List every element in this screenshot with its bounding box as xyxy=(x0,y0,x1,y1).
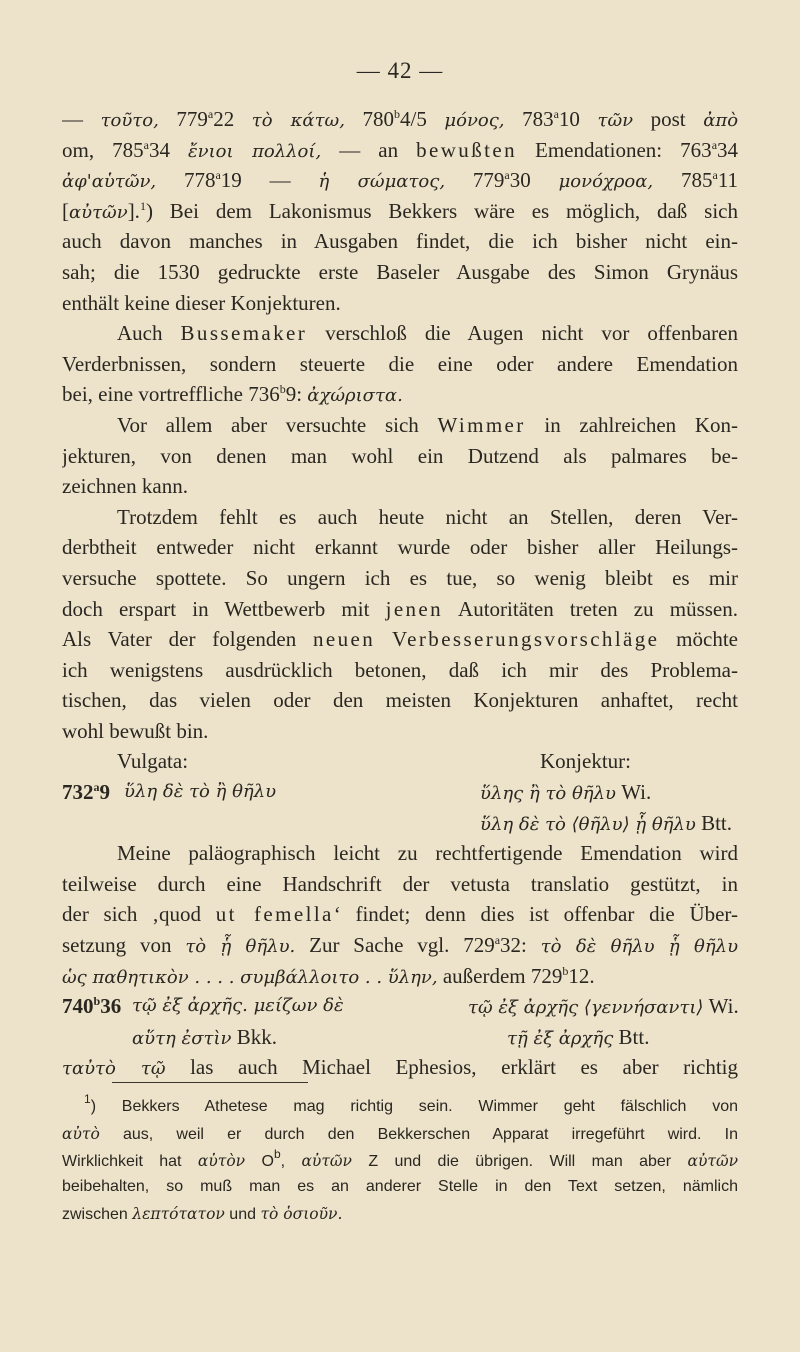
reference: 732$^a$9 xyxy=(62,780,110,805)
table-row xyxy=(62,808,738,839)
text-line: derbtheit entweder nicht erkannt wurde oder bisher aller Heilungs- xyxy=(62,535,738,560)
text-line: ἀφ'αὑτῶν, 778$^a$19 — ἡ σώματος, 779$^a$30 μονόχροα, 785$^a$11 xyxy=(62,168,738,193)
text-line: sah; die 1530 gedruckte erste Baseler Ausgabe des Simon Grynäus xyxy=(62,259,738,284)
text-line: versuche spottete. So ungern ich es tue, so wenig bleibt es mir xyxy=(62,565,738,590)
konjektur-entry: ὕλη δὲ τὸ ⟨θῆλυ⟩ ᾗ θῆλυ Btt. xyxy=(480,810,732,835)
text-line: wohl bewußt bin. xyxy=(62,718,209,743)
vulgata-heading: Vulgata: xyxy=(117,749,189,774)
footnote-line: zwischen λεπτότατον und τὸ ὁσιοῦν. xyxy=(62,1205,343,1224)
text-line: Auch Bussemaker verschloß die Augen nicht vor offenbaren xyxy=(117,321,738,346)
text-line: Meine paläographisch leicht zu rechtfertigende Emendation wird xyxy=(117,841,738,866)
vulgata-reading: ὕλη δὲ τὸ ἢ θῆλυ xyxy=(124,781,277,803)
page-number: — 42 — xyxy=(356,58,444,83)
footnote xyxy=(62,1094,738,1228)
konjektur-entry: τῷ ἐξ ἀρχῆς ⟨γεννήσαντι⟩ Wi. xyxy=(468,994,739,1019)
text-line: jekturen, von denen man wohl ein Dutzend als palmares be- xyxy=(62,443,738,468)
text-line: Vor allem aber versuchte sich Wimmer in zahlreichen Kon- xyxy=(117,412,738,437)
text-line: Verderbnissen, sondern steuerte die eine oder andere Emendation xyxy=(62,351,738,376)
text-line: ὡς παθητικὸν . . . . συμβάλλοιτο . . ὕλην, außerdem 729$^b$12. xyxy=(62,963,595,988)
reference: 740$^b$36 xyxy=(62,994,122,1019)
text-line: auch davon manches in Ausgaben findet, die ich bisher nicht ein- xyxy=(62,229,738,254)
text-line: tischen, das vielen oder den meisten Konjekturen anhaftet, recht xyxy=(62,688,738,713)
text-line: teilweise durch eine Handschrift der vetusta translatio gestützt, in xyxy=(62,871,738,896)
table-row xyxy=(62,1022,738,1053)
text-line: der sich ‚quod ut femella‘ findet; denn dies ist offenbar die Über- xyxy=(62,902,738,927)
vulgata-entry: αὕτη ἐστὶν Bkk. xyxy=(132,1024,277,1049)
text-line: bei, eine vortreffliche 736$^b$9: ἀχώριστα. xyxy=(62,382,403,407)
text-line: ταὐτὸ τῷ las auch Michael Ephesios, erklärt es aber richtig xyxy=(62,1055,738,1080)
text-line: doch erspart in Wettbewerb mit jenen Autoritäten treten zu müssen. xyxy=(62,596,738,621)
konjektur-entry: τῇ ἐξ ἀρχῆς Btt. xyxy=(507,1024,650,1049)
table-row xyxy=(62,777,738,808)
text-line: — τοῦτο, 779$^a$22 τὸ κάτω, 780$^b$4/5 μόνος, 783$^a$10 τῶν post ἀπὸ xyxy=(62,107,738,131)
table-row xyxy=(62,991,738,1022)
text-line: om, 785$^a$34 ἔνιοι πολλοί, — an bewußten Emendationen: 763$^a$34 xyxy=(62,137,738,162)
main-text xyxy=(62,104,738,1083)
text-line: Trotzdem fehlt es auch heute nicht an Stellen, deren Ver- xyxy=(117,504,738,529)
text-line: ich wenigstens ausdrücklich betonen, daß ich mir des Problema- xyxy=(62,657,738,682)
footnote-line: αὐτὸ aus, weil er durch den Bekkerschen Apparat irregeführt wird. In xyxy=(62,1124,738,1143)
footnote-marker: 1 xyxy=(139,198,146,213)
text-line: setzung von τὸ ᾗ θῆλυ. Zur Sache vgl. 729$^a$32: τὸ δὲ θῆλυ ᾗ θῆλυ xyxy=(62,933,738,958)
text-line: [αὐτῶν].$^1$) Bei dem Lakonismus Bekkers wäre es möglich, daß sich xyxy=(62,198,738,223)
text-line: enthält keine dieser Konjekturen. xyxy=(62,290,341,315)
konjektur-entry: ὕλης ἢ τὸ θῆλυ Wi. xyxy=(480,780,652,805)
vulgata-reading: τῷ ἐξ ἀρχῆς. μείζων δὲ xyxy=(132,995,344,1017)
footnote-rule xyxy=(112,1082,308,1083)
footnote-line: $^1$) Bekkers Athetese mag richtig sein. Wimmer geht fälschlich von xyxy=(84,1094,738,1115)
konjektur-heading: Konjektur: xyxy=(540,749,631,774)
table-header xyxy=(62,746,738,777)
footnote-line: beibehalten, so muß man es an anderer Stelle in den Text setzen, nämlich xyxy=(62,1178,738,1196)
footnote-line: Wirklichkeit hat αὐτὸν $O^b$, αὐτῶν Z und die übrigen. Will man aber αὐτῶν xyxy=(62,1147,738,1170)
text-line: Als Vater der folgenden neuen Verbesserungsvorschläge möchte xyxy=(62,627,738,652)
text-line: zeichnen kann. xyxy=(62,474,188,499)
